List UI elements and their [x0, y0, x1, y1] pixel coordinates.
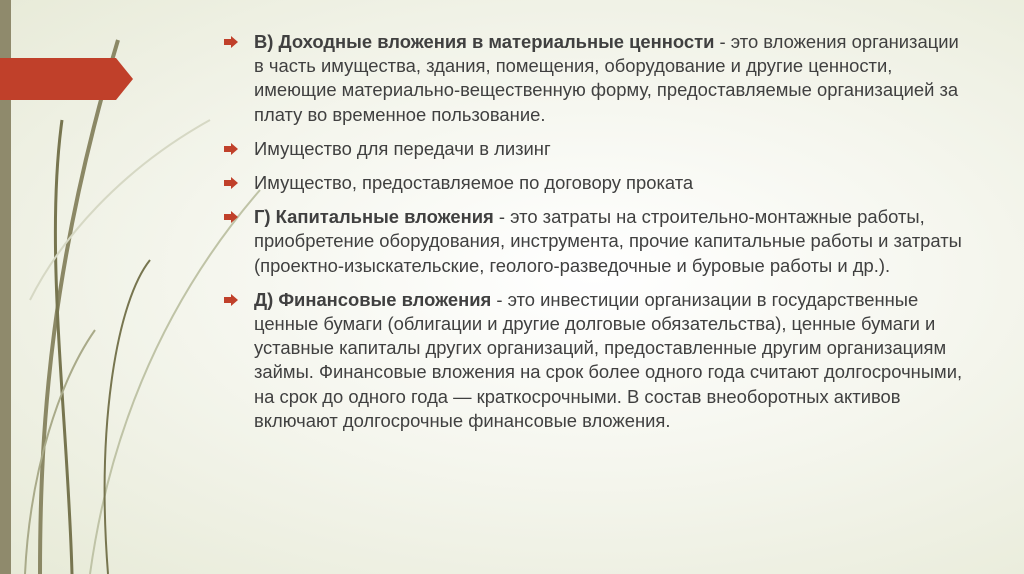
bullet-item-financial-investments — [224, 288, 964, 433]
arrow-right-icon — [224, 36, 238, 48]
bullet-item-capital-investments — [224, 205, 964, 278]
bullet-text: Имущество для передачи в лизинг — [254, 137, 551, 159]
bullet-text: - это вложения организации в часть имущества, здания, помещения, оборудование и другие ценности, имеющие материально-вещественную форму, предоставляемые организацией за плату во временное пользование. — [254, 31, 959, 125]
red-arrow-banner — [0, 58, 133, 100]
slide-content — [224, 30, 964, 443]
bullet-term: В) Доходные вложения в материальные ценности — [254, 31, 715, 52]
arrow-right-icon — [224, 143, 238, 155]
bullet-item-rental — [224, 171, 964, 195]
arrow-right-icon — [224, 177, 238, 189]
bullet-text: - это инвестиции организации в государственные ценные бумаги (облигации и другие долговые обязательства), ценные бумаги и уставные капиталы других организаций, предоставленные другим организациям займы. Финансовые вложения на срок более одного года считают долгосрочными, на срок до одного года — краткосрочными. В состав внеоборотных активов включают долгосрочные финансовые вложения. — [254, 288, 963, 431]
bullet-text: - это затраты на строительно-монтажные работы, приобретение оборудования, инструмента, прочие капитальные работы и затраты (проектно-изыскательские, геолого-разведочные и буровые работы и др.). — [254, 206, 962, 276]
bullet-item-leasing — [224, 137, 964, 161]
bullet-text: Имущество, предоставляемое по договору проката — [254, 172, 694, 194]
bullet-list — [224, 30, 964, 433]
bullet-term: Г) Капитальные вложения — [254, 206, 494, 228]
arrow-right-icon — [224, 211, 238, 223]
bullet-term: Д) Финансовые вложения — [254, 288, 492, 310]
arrow-right-icon — [224, 294, 238, 306]
bullet-item-income-investments — [224, 30, 964, 127]
